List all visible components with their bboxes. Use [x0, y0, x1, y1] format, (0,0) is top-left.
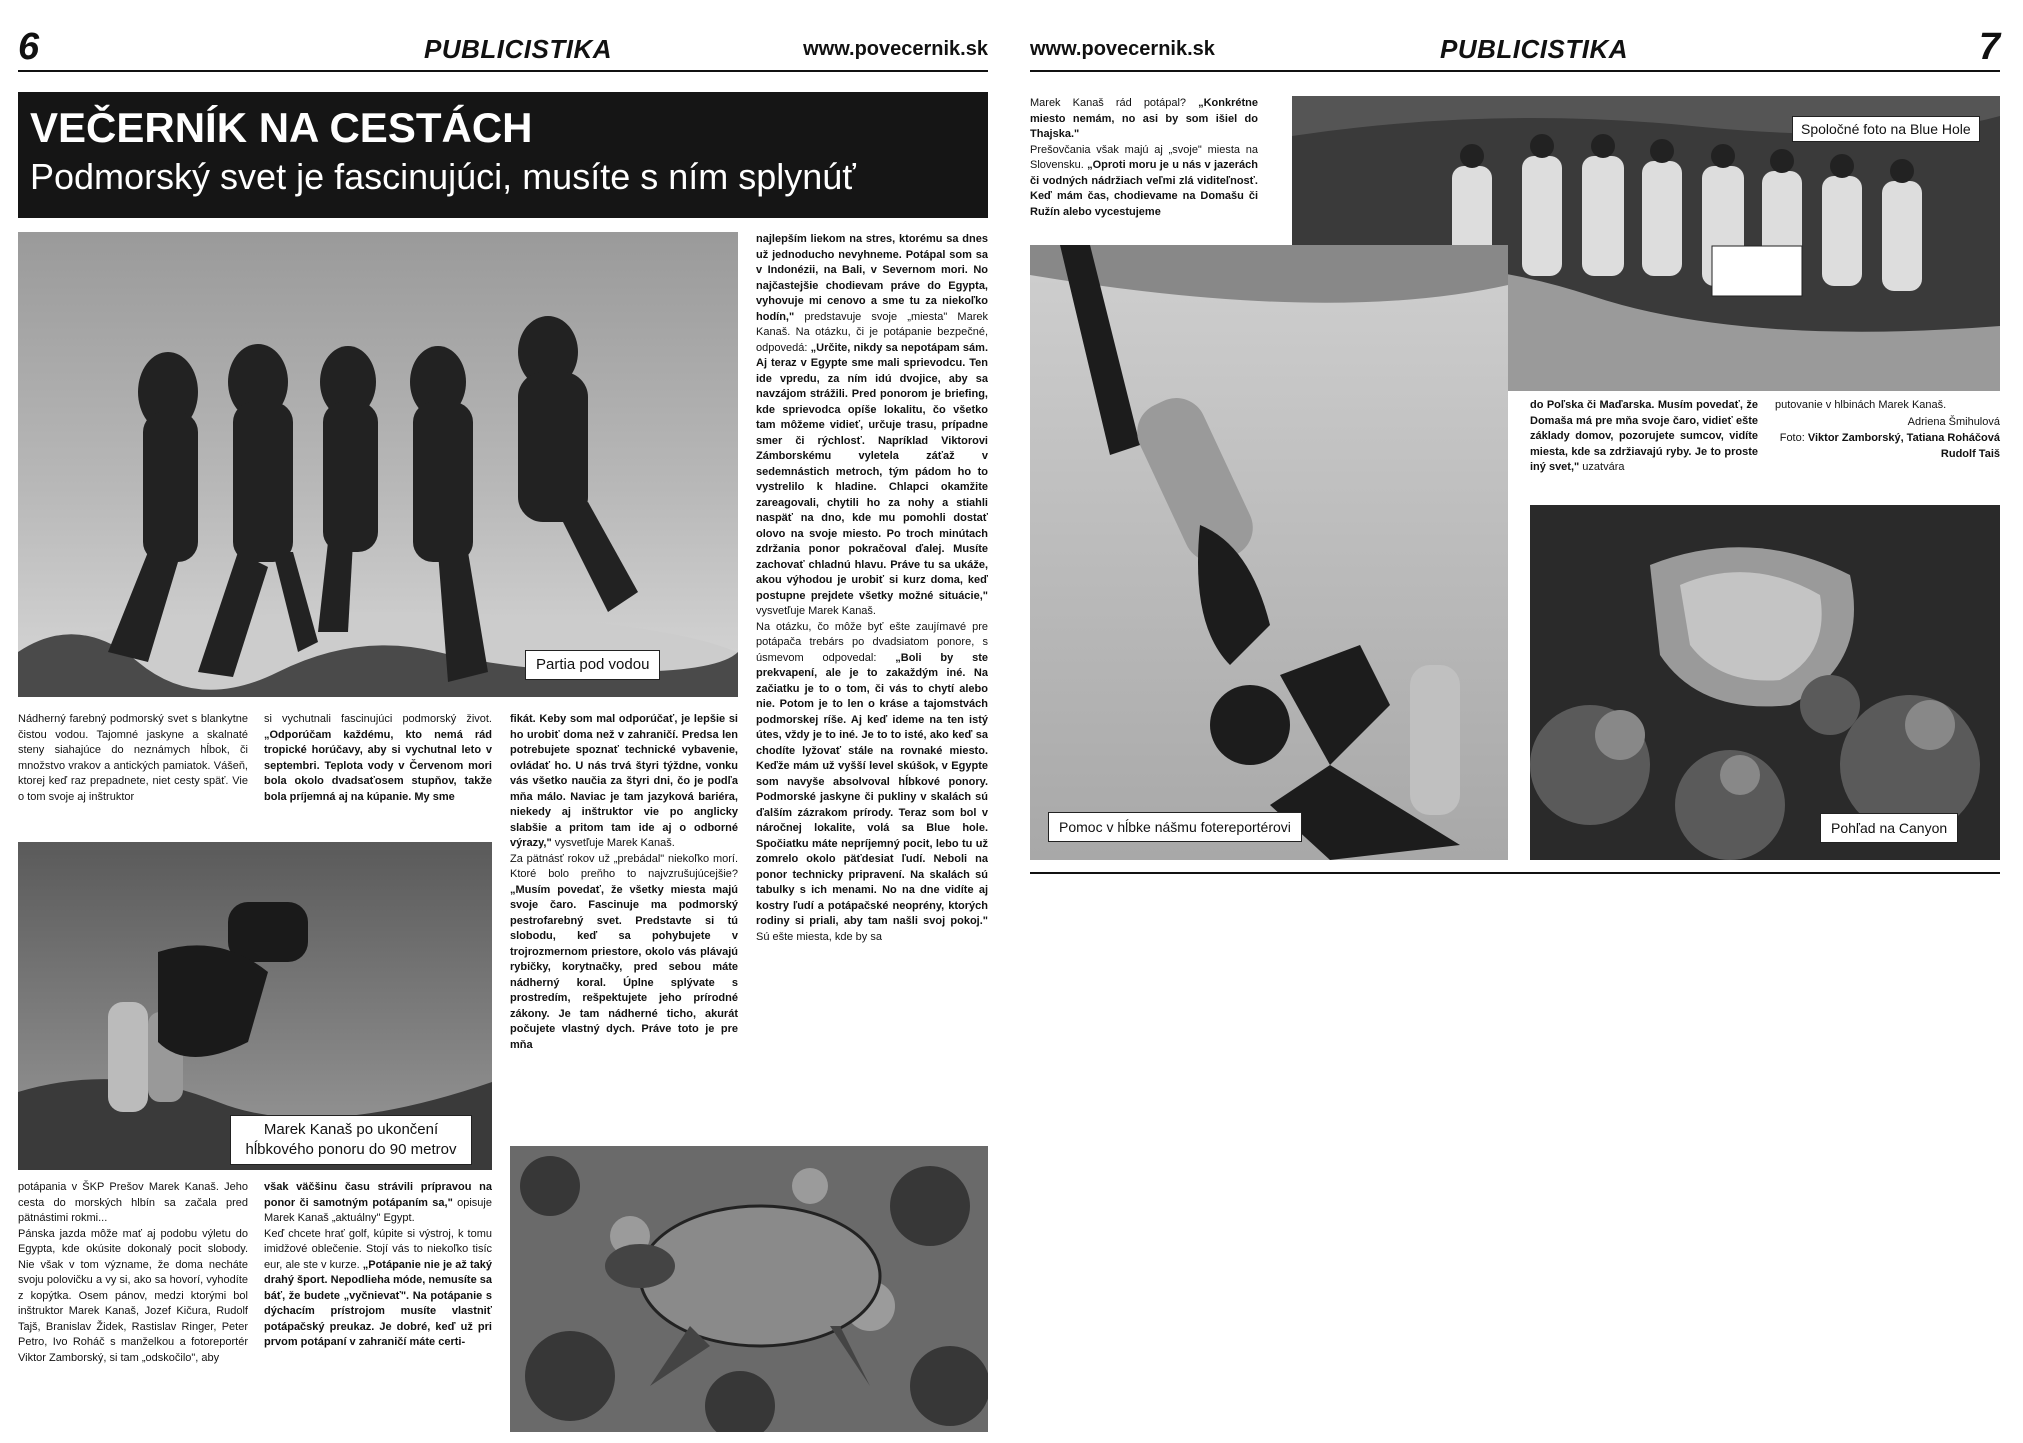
text-col2-top: si vychutnali fascinujúci podmorský život. „Odporúčam každému, kto nemá rád tropické horúčavy, aby si vychutnal leto v septembri. Teplota vody v Červenom mori bola okolo dvadsaťosem stupňov, takže bola príjemná aj na kúpanie. My sme [264, 713, 492, 803]
photo-credit: Foto: Viktor Zamborský, Tatiana Roháčová [1779, 432, 2000, 444]
text-col3: fikát. Keby som mal odporúčať, je lepšie si ho urobiť doma než v zahraničí. Predsa len potrebujete spoznať technické vybavenie, ovládať ho. U nás trvá štyri týždne, vonku vás všetko naučia za štyri dni, čo je podľa mňa málo. Naviac je tam jazyková bariéra, niekedy aj inštruktor vie po anglicky slabšie a pritom tam ide aj o odborné výrazy," vysvetľuje Marek Kanaš. Za pätnásť rokov už „prebádal" niekoľko morí. Ktoré bolo preňho to najvzrušujúcejšie? „Musím povedať, že všetky miesta majú svoje čaro. Fascinuje ma podmorský pestrofarebný svet. Predstavte si tú slobodu, keď sa pohybujete v trojrozmernom priestore, okolo vás plávajú rybičky, korytnačky, pred sebou máte nádherný koral. Úplne splývate s prostredím, rešpektujete jeho prírodné zákony. Je tam nádherné ticho, akurát počujete vlastný dych. Práve toto je pre mňa [510, 713, 738, 1051]
page-header [18, 26, 988, 72]
text-col-right1: Marek Kanaš rád potápal? „Konkrétne miesto nemám, no asi by som išiel do Thajska." Prešovčania však majú aj „svoje" miesta na Slovensku. „Oproti moru je u nás v jazerách či vodných nádržiach veľmi zlá viditeľnosť. Keď mám čas, chodievame na Domašu či Ružín alebo vycestujeme [1030, 97, 1258, 218]
caption-blue-hole: Spoločné foto na Blue Hole [1792, 116, 1980, 142]
text-col4: najlepším liekom na stres, ktorému sa dnes už jednoducho nevyhneme. Potápal som sa v Indonézii, na Bali, v Severnom mori. No najčastejšie chodievam práve do Egypta, vyhovuje mi cenovo a sme tu za niekoľko hodín," predstavuje svoje „miesta" Marek Kanaš. Na otázku, či je potápanie bezpečné, odpovedá: „Určite, nikdy sa nepotápam sám. Aj teraz v Egypte sme mali sprievodcu. Ten ide vpredu, za ním idú dvojice, aby sa navzájom strážili. Pred ponorom je briefing, kde sprievodca opíše lokalitu, čo všetko tam môžeme vidieť, určuje trasu, prípadne smer či rýchlosť. Napríklad Viktorovi Zámborskému vyletela záťaž v sedemnástich metroch, tým pádom ho to vystrelilo k hladine. Chlapci okamžite zareagovali, chytili ho za nohy a stiahli naspäť na dno, kde mu pomohli dostať olovo na svoje miesto. Po troch minútach zdržania ponor pokračoval ďalej. Musíte zachovať chladnú hlavu. Práve tu sa ukáže, akou výhodou je urobiť si kurz doma, keď postupne prejdete všetky možné situácie," vysvetľuje Marek Kanaš. Na otázku, čo môže byť ešte zaujímavé pre potápača trebárs po dvadsiatom ponore, s úsmevom odpovedal: „Boli by ste prekvapení, ale je to zakaždým iné. Na začiatku je to o tom, či vás to chytí alebo nie. Potom je to len o kráse a tajomstvách podmorskej ríše. Aj keď ideme na ten istý útes, vždy je to iné. Je to to isté, ako keď sa chodíte lyžovať stále na rovnaké miesto. Keďže mám už vyšší level skúšok, v Egypte som navyše absolvoval hĺbkové ponory. Podmorské jaskyne či pukliny v skalách sú ďalším zázrakom prírody. Teraz som bol v náročnej lokalite, volá sa Blue hole. Spočiatku máte nepríjemný pocit, lebo tu už zomrelo okolo päťdesiat ľudí. Neboli na ponor technicky pripravení. Na skalách sú tabulky s ich menami. No na dne vidíte aj kostry ľudí a potápačské neoprény, ktorých rodiny si priali, aby tam našli svoj pokoj." Sú ešte miesta, kde by sa [756, 233, 988, 943]
text-col1-bottom: potápania v ŠKP Prešov Marek Kanaš. Jeho cesta do morských hlbín sa začala pred pätnástimi rokmi... Pánska jazda môže mať aj podobu výletu do Egypta, kde okúsite dokonalý pocit slobody. Nie však v tom význame, že doma necháte svoju polovičku a vy si, ako sa hovorí, vyhodíte z kopýtka. Osem pánov, medzi ktorými bol inštruktor Marek Kanaš, Jozef Kičura, Rudolf Tajš, Branislav Židek, Rastislav Ringer, Peter Petro, Ivo Roháč s manželkou a fotoreportér Viktor Zamborský, si tam „odskočilo", aby [18, 1181, 248, 1364]
bottom-rule [1030, 872, 2000, 874]
text-col1-top: Nádherný farebný podmorský svet s blankytne čistou vodou. Tajomné jaskyne a skalnaté steny siahajúce do neznámych hĺbok, či množstvo vrakov a antických pamiatok. Vášeň, ktorej keď raz prepadnete, niet cesty späť. Vie o tom svoje aj inštruktor [18, 713, 248, 803]
photo-canyon [1530, 505, 2000, 860]
page-6 [0, 0, 1000, 1443]
caption-group-under-water: Partia pod vodou [525, 650, 660, 680]
photo-turtle [510, 1146, 988, 1432]
text-col2-bottom: však väčšinu času strávili prípravou na ponor či samotným potápaním sa," opisuje Marek Kanaš „aktuálny" Egypt. Keď chcete hrať golf, kúpite si výstroj, k tomu imidžové oblečenie. Stojí vás to niekoľko tisíc eur, ale ste v kurze. „Potápanie nie je až taký drahý šport. Nepodlieha móde, nemusíte sa báť, že budete „vyčnievať". Na potápanie s dýchacím prístrojom musíte vlastniť potápačský preukaz. Je dobré, keď už pri prvom potápaní v zahraničí máte certi- [264, 1181, 492, 1348]
website-url[interactable]: www.povecernik.sk [1030, 38, 1215, 60]
caption-help-photographer: Pomoc v hĺbke nášmu fotereportérovi [1048, 812, 1302, 842]
photo-help-photographer [1030, 245, 1508, 860]
author-name: Adriena Šmihulová [1907, 416, 2000, 428]
page-header [1030, 26, 2000, 72]
article-credits [1775, 414, 2000, 462]
photo-credit-2: Rudolf Taiš [1940, 448, 2000, 460]
photo-divers-group [18, 232, 738, 697]
text-col-right2: do Poľska či Maďarska. Musím povedať, že Domaša má pre mňa svoje čaro, vidieť ešte základy domov, pozorujete sumcov, vidíte miesta, kde sa zdržiavajú ryby. Je to proste iný svet," uzatvára [1530, 399, 1758, 473]
website-url[interactable]: www.povecernik.sk [803, 38, 988, 60]
caption-canyon: Pohľad na Canyon [1820, 813, 1958, 843]
caption-marek-kanas: Marek Kanaš po ukončení hĺbkového ponoru do 90 metrov [230, 1115, 472, 1165]
text-col-right3: putovanie v hlbinách Marek Kanaš. [1775, 399, 1947, 411]
headline-banner [18, 92, 988, 218]
headline: Podmorský svet je fascinujúci, musíte s ním splynúť [30, 156, 856, 197]
page-7 [1030, 0, 2023, 1443]
kicker: VEČERNÍK NA CESTÁCH [30, 104, 533, 151]
page-number: 6 [18, 26, 40, 68]
section-title: PUBLICISTIKA [1440, 34, 1628, 64]
page-number: 7 [1978, 26, 2000, 68]
section-title: PUBLICISTIKA [424, 34, 612, 64]
